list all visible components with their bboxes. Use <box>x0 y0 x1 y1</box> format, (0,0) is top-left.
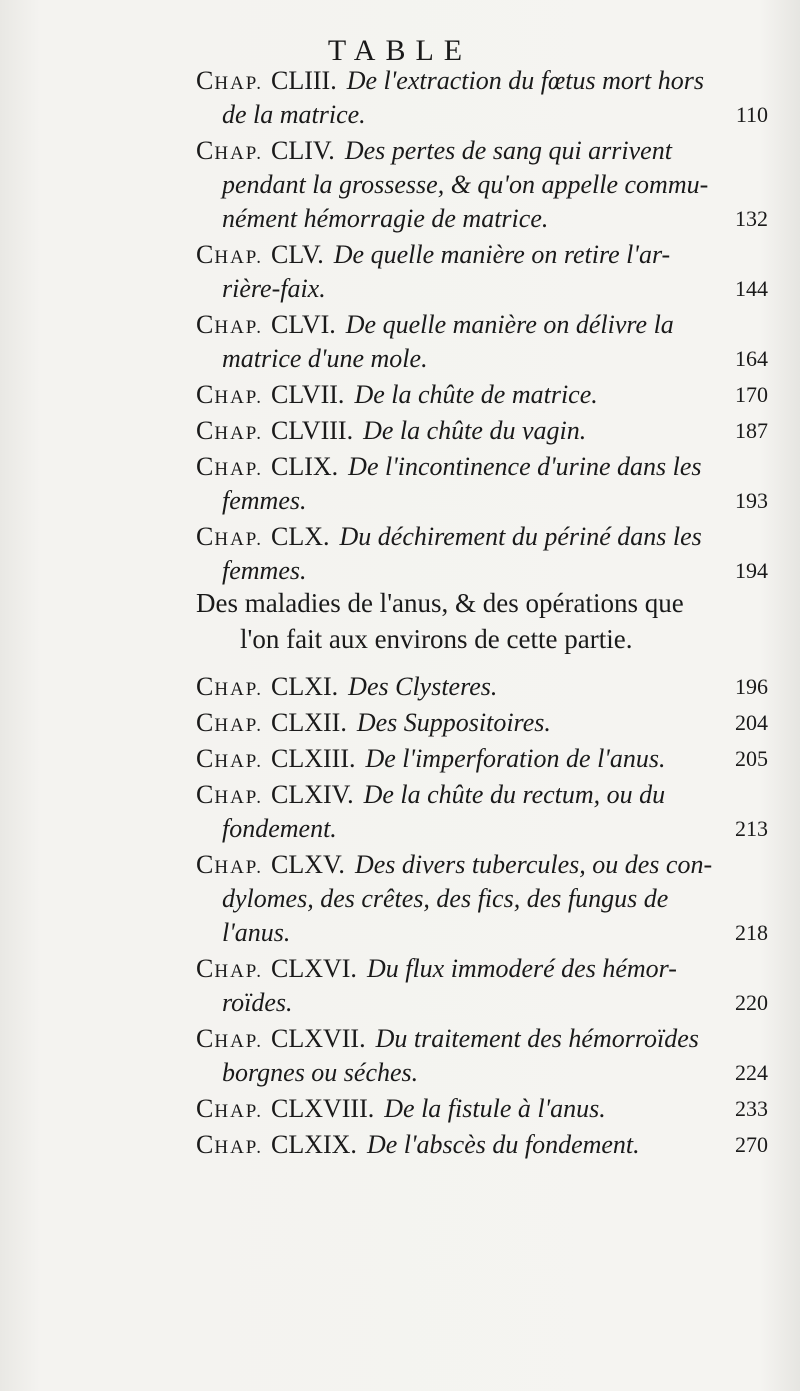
chapter-title: De la chûte de matrice. <box>354 380 598 409</box>
toc-entry-line <box>196 484 768 518</box>
toc-entry <box>196 670 768 704</box>
chapter-label: CHAP. <box>196 380 263 409</box>
toc-entry <box>196 1092 768 1126</box>
chapter-title: l'anus. <box>222 918 291 947</box>
chapter-label: CHAP. <box>196 708 263 737</box>
toc-entry <box>196 706 768 740</box>
chapter-title: dylomes, des crêtes, des fics, des fungus de <box>222 884 669 913</box>
page-number: 205 <box>735 746 768 771</box>
chapter-title: De l'imperforation de l'anus. <box>365 744 666 773</box>
toc-entry-line <box>196 1128 768 1162</box>
chapter-title: Des Clysteres. <box>348 672 498 701</box>
chapter-number: CLXI. <box>271 672 339 701</box>
chapter-title: pendant la grossesse, & qu'on appelle commu- <box>222 170 709 199</box>
chapter-label: CHAP. <box>196 310 263 339</box>
toc-entry-line <box>196 64 768 98</box>
chapter-title: matrice d'une mole. <box>222 344 428 373</box>
page-heading: TABLE <box>327 34 473 67</box>
chapter-title: roïdes. <box>222 988 293 1017</box>
chapter-title: De l'abscès du fondement. <box>366 1130 640 1159</box>
toc-entry-line <box>196 778 768 812</box>
chapter-number: CLIX. <box>271 452 339 481</box>
toc-entry <box>196 308 768 376</box>
toc-entry-line <box>196 238 768 272</box>
toc-entry-line <box>196 134 768 168</box>
chapter-number: CLXV. <box>271 850 345 879</box>
chapter-title: femmes. <box>222 486 307 515</box>
chapter-number: CLXVII. <box>271 1024 366 1053</box>
table-of-contents-bottom <box>196 670 768 1164</box>
chapter-title: Du flux immoderé des hémor- <box>366 954 677 983</box>
chapter-label: CHAP. <box>196 1094 263 1123</box>
chapter-title: De l'extraction du fœtus mort hors <box>346 66 704 95</box>
page-number: 270 <box>735 1132 768 1157</box>
toc-entry-line <box>196 952 768 986</box>
chapter-title: Des Suppositoires. <box>356 708 551 737</box>
page-number: 132 <box>735 206 768 231</box>
chapter-title: De quelle manière on retire l'ar- <box>333 240 671 269</box>
chapter-label: CHAP. <box>196 136 263 165</box>
chapter-title: nément hémorragie de matrice. <box>222 204 549 233</box>
chapter-label: CHAP. <box>196 452 263 481</box>
chapter-label: CHAP. <box>196 780 263 809</box>
page-number: 194 <box>735 558 768 583</box>
toc-entry-line <box>196 414 768 448</box>
chapter-label: CHAP. <box>196 1130 263 1159</box>
toc-entry-line <box>196 202 768 236</box>
toc-entry-line <box>196 1056 768 1090</box>
toc-entry <box>196 742 768 776</box>
chapter-label: CHAP. <box>196 66 263 95</box>
chapter-number: CLX. <box>271 522 330 551</box>
toc-entry <box>196 778 768 846</box>
chapter-number: CLVIII. <box>271 416 354 445</box>
toc-entry-line <box>196 272 768 306</box>
chapter-title: De la chûte du vagin. <box>363 416 587 445</box>
page-number: 144 <box>735 276 768 301</box>
toc-entry-line <box>196 378 768 412</box>
toc-entry-line <box>196 520 768 554</box>
toc-entry-line <box>196 670 768 704</box>
page-number: 196 <box>735 674 768 699</box>
toc-entry <box>196 1022 768 1090</box>
chapter-title: Des pertes de sang qui arrivent <box>344 136 672 165</box>
toc-entry-line <box>196 450 768 484</box>
chapter-number: CLXVI. <box>271 954 357 983</box>
toc-entry <box>196 952 768 1020</box>
toc-entry-line <box>196 742 768 776</box>
chapter-title: Du traitement des hémorroïdes <box>375 1024 699 1053</box>
toc-entry <box>196 414 768 448</box>
chapter-title: rière-faix. <box>222 274 326 303</box>
chapter-number: CLVII. <box>271 380 345 409</box>
chapter-label: CHAP. <box>196 240 263 269</box>
toc-entry <box>196 378 768 412</box>
chapter-title: femmes. <box>222 556 307 585</box>
toc-entry-line <box>196 1022 768 1056</box>
toc-entry-line <box>196 812 768 846</box>
chapter-number: CLVI. <box>271 310 336 339</box>
chapter-number: CLXIV. <box>271 780 354 809</box>
section-heading-line-2: l'on fait aux environs de cette partie. <box>240 624 633 654</box>
page-number: 233 <box>735 1096 768 1121</box>
toc-entry-line <box>196 706 768 740</box>
chapter-number: CLIV. <box>271 136 335 165</box>
chapter-number: CLXIX. <box>271 1130 357 1159</box>
toc-entry-line <box>196 308 768 342</box>
chapter-label: CHAP. <box>196 1024 263 1053</box>
toc-entry <box>196 64 768 132</box>
toc-entry-line <box>196 98 768 132</box>
section-heading <box>196 585 768 657</box>
chapter-title: De la chûte du rectum, ou du <box>363 780 666 809</box>
chapter-title: Des divers tubercules, ou des con- <box>354 850 713 879</box>
toc-entry <box>196 520 768 588</box>
page-number: 224 <box>735 1060 768 1085</box>
chapter-label: CHAP. <box>196 954 263 983</box>
page-number: 220 <box>735 990 768 1015</box>
section-heading-line-1: Des maladies de l'anus, & des opérations que <box>196 588 684 618</box>
toc-entry-line <box>196 916 768 950</box>
chapter-label: CHAP. <box>196 850 263 879</box>
table-of-contents-top <box>196 64 768 590</box>
chapter-title: Du déchirement du périné dans les <box>339 522 702 551</box>
page-number: 204 <box>735 710 768 735</box>
chapter-number: CLXIII. <box>271 744 356 773</box>
page-number: 187 <box>735 418 768 443</box>
chapter-label: CHAP. <box>196 416 263 445</box>
toc-entry-line <box>196 986 768 1020</box>
toc-entry <box>196 134 768 236</box>
page-number: 170 <box>735 382 768 407</box>
chapter-title: de la matrice. <box>222 100 366 129</box>
page-number: 110 <box>735 102 768 127</box>
chapter-title: borgnes ou séches. <box>222 1058 419 1087</box>
chapter-title: De l'incontinence d'urine dans les <box>348 452 702 481</box>
page-number: 213 <box>735 816 768 841</box>
toc-entry <box>196 238 768 306</box>
toc-entry-line <box>196 168 768 202</box>
chapter-number: CLV. <box>271 240 324 269</box>
chapter-title: De la fistule à l'anus. <box>384 1094 606 1123</box>
page-number: 164 <box>735 346 768 371</box>
chapter-number: CLIII. <box>271 66 337 95</box>
toc-entry <box>196 450 768 518</box>
toc-entry-line <box>196 882 768 916</box>
chapter-number: CLXII. <box>271 708 347 737</box>
page-number: 218 <box>735 920 768 945</box>
toc-entry <box>196 1128 768 1162</box>
chapter-title: fondement. <box>222 814 337 843</box>
toc-entry <box>196 848 768 950</box>
chapter-label: CHAP. <box>196 522 263 551</box>
chapter-number: CLXVIII. <box>271 1094 375 1123</box>
toc-entry-line <box>196 1092 768 1126</box>
toc-entry-line <box>196 848 768 882</box>
toc-entry-line <box>196 342 768 376</box>
chapter-label: CHAP. <box>196 744 263 773</box>
toc-entry-line <box>196 554 768 588</box>
chapter-label: CHAP. <box>196 672 263 701</box>
page-number: 193 <box>735 488 768 513</box>
chapter-title: De quelle manière on délivre la <box>345 310 674 339</box>
